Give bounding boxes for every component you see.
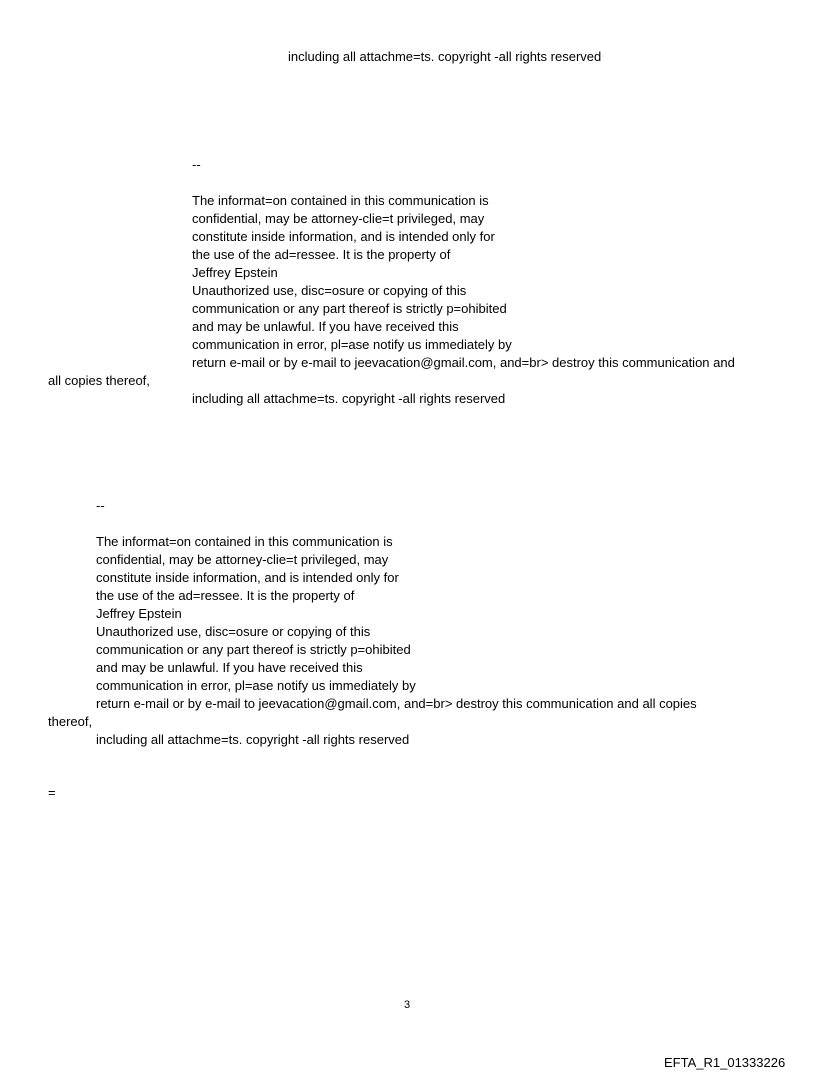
equals-mark: = [48,785,56,800]
top-disclaimer-line: including all attachme=ts. copyright -all rights reserved [288,49,602,64]
disclaimer-line: the use of the ad=ressee. It is the property of [96,588,355,603]
separator-2: -- [96,498,105,513]
page-number: 3 [404,999,411,1011]
disclaimer-wrap-line-1: all copies thereof, [48,373,150,388]
disclaimer-last-line-1: including all attachme=ts. copyright -all rights reserved [192,391,506,406]
disclaimer-block-1 [192,192,735,372]
disclaimer-line: return e-mail or by e-mail to jeevacation@gmail.com, and=br> destroy this communication and [192,355,735,370]
disclaimer-line: The informat=on contained in this communication is [192,193,489,208]
disclaimer-line: constitute inside information, and is intended only for [96,570,399,585]
disclaimer-line: confidential, may be attorney-clie=t privileged, may [96,552,389,567]
disclaimer-line: Jeffrey Epstein [96,606,182,621]
disclaimer-line: and may be unlawful. If you have received this [96,660,363,675]
disclaimer-wrap-line-2: thereof, [48,714,93,729]
disclaimer-line: Unauthorized use, disc=osure or copying of this [96,624,371,639]
disclaimer-line: constitute inside information, and is intended only for [192,229,495,244]
disclaimer-line: communication or any part thereof is strictly p=ohibited [96,642,411,657]
disclaimer-line: The informat=on contained in this communication is [96,534,393,549]
disclaimer-line: communication or any part thereof is strictly p=ohibited [192,301,507,316]
separator-1: -- [192,157,201,172]
disclaimer-last-line-2: including all attachme=ts. copyright -all rights reserved [96,732,410,747]
disclaimer-line: and may be unlawful. If you have received this [192,319,459,334]
disclaimer-line: Jeffrey Epstein [192,265,278,280]
disclaimer-line: communication in error, pl=ase notify us immediately by [96,678,416,693]
disclaimer-line: return e-mail or by e-mail to jeevacation@gmail.com, and=br> destroy this communication and all copies [96,696,697,711]
disclaimer-line: communication in error, pl=ase notify us immediately by [192,337,512,352]
disclaimer-line: confidential, may be attorney-clie=t privileged, may [192,211,485,226]
disclaimer-block-2 [96,533,697,713]
disclaimer-line: Unauthorized use, disc=osure or copying of this [192,283,467,298]
disclaimer-line: the use of the ad=ressee. It is the property of [192,247,451,262]
document-id: EFTA_R1_01333226 [664,1055,786,1070]
